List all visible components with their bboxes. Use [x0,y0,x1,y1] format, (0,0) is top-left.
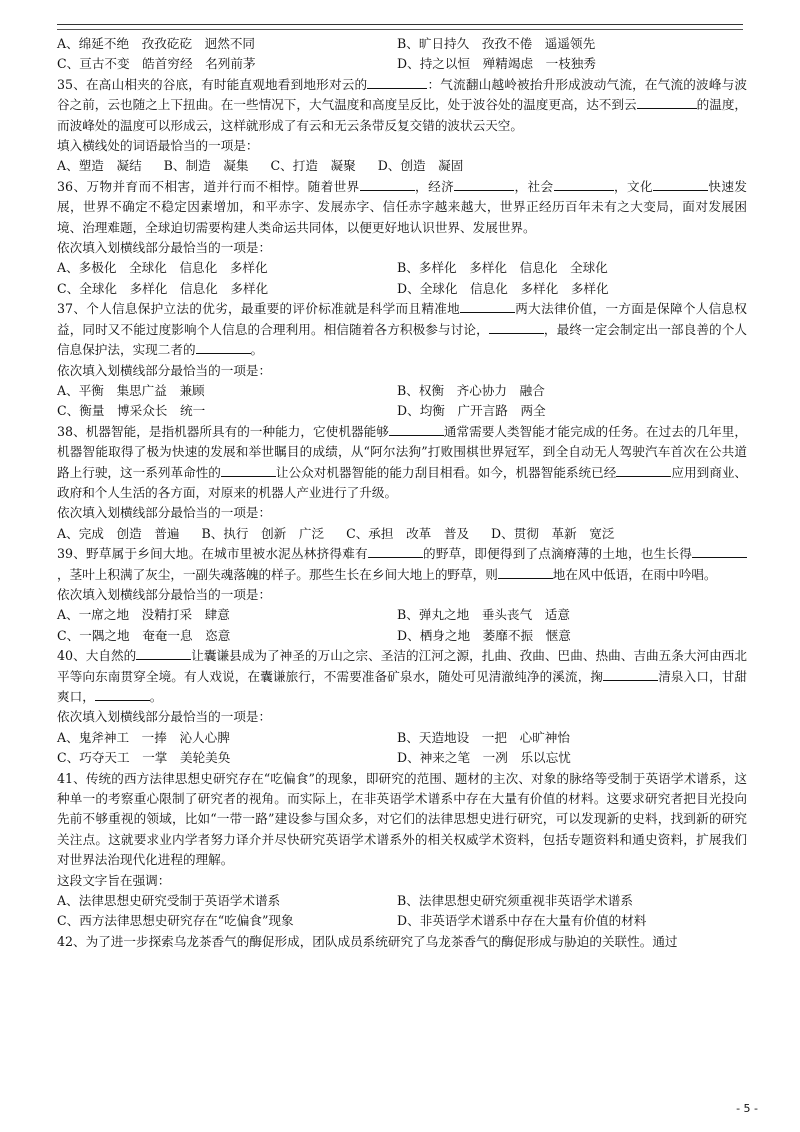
q37-text-4: 。 [250,342,264,358]
header-rule-thick [57,24,743,25]
q40-option-b: B、天造地设 一把 心旷神怡 [397,729,570,745]
q39-option-a: A、一席之地 没精打采 肆意 [57,607,230,623]
q38-options [57,524,747,544]
q36-option-c: C、全球化 多样化 信息化 多样化 [57,280,269,296]
q41-option-a: A、法律思想史研究受制于英语学术谱系 [57,893,281,909]
q38-option-d: D、贯彻 革新 宽泛 [491,525,615,541]
q41-options-row1 [57,891,747,911]
q37-text-2: 两大法律价值，一方面是保障个人信息权益，同时又不能过度影响个人信息的合理利用。相信随着各方积极参与讨论， [57,301,748,337]
q35-option-d: D、创造 凝固 [377,158,464,174]
q35-text-1: 35、在高山相夹的谷底，有时能直观地看到地形对云的 [57,76,368,92]
q35-blank-1 [367,76,427,89]
q36-text-2: ，经济 [414,178,455,194]
q41-prompt: 这段文字旨在强调： [57,872,171,888]
q39-option-c: C、一隅之地 奄奄一息 恣意 [57,627,231,643]
q37-blank-2 [489,321,544,334]
q35-stem [57,75,747,136]
q36-option-b: B、多样化 多样化 信息化 全球化 [397,260,608,276]
q40-text-1: 40、大自然的 [57,648,137,664]
q37-blank-3 [196,341,251,354]
q40-option-d: D、神来之笔 一冽 乐以忘忧 [397,750,571,766]
q38-stem [57,422,747,504]
q40-stem [57,646,747,707]
q39-option-d: D、栖身之地 萎靡不振 惬意 [397,627,571,643]
q35-option-a: A、塑造 凝结 [57,158,142,174]
q40-text-2: 让囊谦县成为了神圣的万山之宗、圣洁的江河之源，扎曲、孜曲、巴曲、热曲、吉曲五条大河由西北平等向东南贯穿全境。有人戏说，在囊谦旅行，不需要准备矿泉水，随处可见清澈纯净的溪流，掬 [57,648,747,684]
q40-options-row1 [57,728,747,748]
q39-option-b: B、弹丸之地 垂头丧气 适意 [397,607,570,623]
q38-text-2: 通常需要人类智能才能完成的任务。在过去的几年里，机器智能取得了极为快速的发展和举世瞩目的成绩，从“阿尔法狗”打败围棋世界冠军，到全自动无人驾驶汽车首次在公共道路上行驶，这一系列革命性的 [57,423,747,480]
q35-blank-2 [637,96,697,109]
q36-text-3: ，社会 [514,178,554,194]
q36-blank-3 [554,178,614,191]
q35-text-2: ：气流翻山越岭被抬升形成波动气流，在气流的波峰与波谷之前，云也随之上下扭曲。在一些情况下，大气温度和高度呈反比，处于波谷处的温度更高，达不到云 [57,76,748,113]
q36-blank-1 [360,178,415,191]
q37-options-row1 [57,381,747,401]
q39-text-2: 的野草，即便得到了点滴瘠薄的土地，也生长得 [422,546,693,562]
q38-option-c: C、承担 改革 普及 [346,525,470,541]
q36-stem [57,177,747,238]
q39-blank-2 [692,545,747,558]
q34-option-b: B、旷日持久 孜孜不倦 遥遥领先 [397,36,596,51]
q36-text-4: ，文化 [613,178,653,194]
q37-stem [57,299,747,360]
q35-option-b: B、制造 凝集 [163,158,249,174]
q34-option-d: D、持之以恒 殚精竭虑 一枝独秀 [397,56,597,72]
q37-option-a: A、平衡 集思广益 兼顾 [57,382,205,398]
q36-blank-4 [653,178,708,191]
q36-option-a: A、多极化 全球化 信息化 多样化 [57,260,268,276]
q40-blank-2 [603,668,658,681]
q42-stem: 42、为了进一步探索乌龙茶香气的酶促形成，团队成员系统研究了乌龙茶香气的酶促形成与胁迫的关联性。通过 [57,933,678,949]
page-number: - 5 - [736,1102,758,1115]
q41-option-c: C、西方法律思想史研究存在“吃偏食”现象 [57,913,294,929]
q36-options-row1 [57,258,747,278]
q37-text-3: ，最终一定会制定出一部良善的个人信息保护法，实现二者的 [57,321,748,358]
q41-option-b: B、法律思想史研究须重视非英语学术谱系 [397,893,633,909]
q37-option-d: D、均衡 广开言路 两全 [397,403,546,419]
q36-prompt: 依次填入划横线部分最恰当的一项是： [57,240,272,256]
q39-text-1: 39、野草属于乡间大地。在城市里被水泥丛林挤得难有 [57,546,368,562]
q40-prompt: 依次填入划横线部分最恰当的一项是： [57,709,272,725]
q40-option-a: A、鬼斧神工 一捧 沁人心脾 [57,729,230,745]
q39-text-3: ，茎叶上积满了灰尘，一副失魂落魄的样子。那些生长在乡间大地上的野草，则 [57,566,498,582]
q40-blank-1 [136,647,191,660]
q38-blank-2 [221,464,276,477]
q40-text-3: 清泉入口，甘甜爽口， [57,668,748,704]
q38-text-4: 应用到商业、政府和个人生活的各方面，对原来的机器人产业进行了升级。 [57,464,748,500]
q39-options-row1 [57,605,747,625]
q39-prompt: 依次填入划横线部分最恰当的一项是： [57,586,272,602]
q38-prompt: 依次填入划横线部分最恰当的一项是： [57,505,272,521]
q34-option-c: C、亘古不变 皓首穷经 名列前茅 [57,56,256,72]
q35-prompt: 填入横线处的词语最恰当的一项是： [57,138,259,154]
exam-page [57,34,747,952]
q37-blank-1 [460,300,515,313]
q40-blank-3 [95,688,150,701]
q37-option-c: C、衡量 博采众长 统一 [57,403,206,419]
q38-blank-3 [616,464,671,477]
q38-text-3: 让公众对机器智能的能力刮目相看。如今，机器智能系统已经 [275,464,617,480]
q38-option-a: A、完成 创造 普遍 [57,525,180,541]
q40-text-4: 。 [149,689,163,704]
q36-text-1: 36、万物并育而不相害，道并行而不相悖。随着世界 [57,178,360,194]
q38-text-1: 38、机器智能，是指机器所具有的一种能力，它使机器能够 [57,423,389,439]
header-rule-thin [57,29,743,30]
q35-options [57,156,747,176]
q37-text-1: 37、个人信息保护立法的优劣，最重要的评价标准就是科学而且精准地 [57,301,460,317]
q39-blank-1 [368,545,423,558]
q36-blank-2 [454,178,514,191]
q40-options-row2 [57,748,747,768]
q39-text-4: 地在风中低语，在雨中吟唱。 [552,566,717,582]
q36-option-d: D、全球化 信息化 多样化 多样化 [397,280,609,296]
q41-stem: 41、传统的西方法律思想史研究存在“吃偏食”的现象，即研究的范围、题材的主次、对象的脉络等受制于英语学术谱系，这种单一的考察重心限制了研究者的视角。而实际上，在非英语学术谱系中存在大量有价值的材料。这要求研究者把目光投向先前不够重视的领域，比如“一带一路”建设参与国众多，对它们的法律思想史进行研究，可以发现新的史料，找到新的研究关注点。这就要求业内学者努力译介并尽快研究英语学术谱系外的相关权威学术资料，包括专题资料和通史资料，扩展我们对世界法治现代化进程的理解。 [57,770,747,868]
q39-blank-3 [498,566,553,579]
q36-options-row2 [57,279,747,299]
q37-options-row2 [57,401,747,421]
q34-option-a: A、绵延不绝 孜孜矻矻 迥然不同 [57,36,256,51]
q35-option-c: C、打造 凝聚 [270,158,356,174]
q39-stem [57,544,747,585]
q36-text-5: 快速发展，世界不确定不稳定因素增加，和平赤字、发展赤字、信任赤字越来越大，世界正经历百年未有之大变局，面对发展困境、治理难题，全球迫切需要构建人类命运共同体，以便更好地认识世界、发展世界。 [57,178,748,235]
q40-option-c: C、巧夺天工 一掌 美轮美奂 [57,750,231,766]
q41-options-row2 [57,911,747,931]
q34-options-row2 [57,54,747,74]
q41-option-d: D、非英语学术谱系中存在大量有价值的材料 [397,913,647,929]
q38-blank-1 [389,423,444,436]
q35-text-3: 的温度，而波峰处的温度可以形成云，这样就形成了有云和无云条带反复交错的波状云天空。 [57,97,748,133]
q38-option-b: B、执行 创新 广泛 [201,525,325,541]
q37-option-b: B、权衡 齐心协力 融合 [397,382,545,398]
q39-options-row2 [57,626,747,646]
q34-options-row1 [57,34,747,54]
q37-prompt: 依次填入划横线部分最恰当的一项是： [57,362,272,378]
